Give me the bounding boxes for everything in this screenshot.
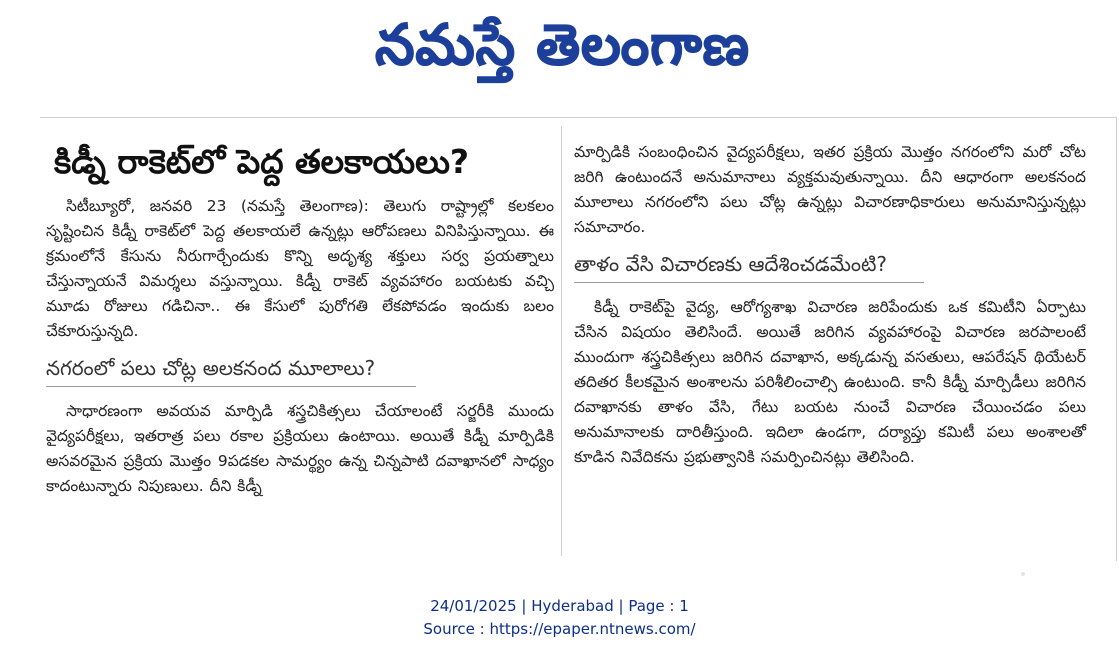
footer-dateline: 24/01/2025 | Hyderabad | Page : 1 xyxy=(430,597,689,615)
right-column xyxy=(574,140,1086,470)
article-headline: కిడ్నీ రాకెట్‌లో పెద్ద తలకాయలు? xyxy=(54,142,470,181)
footer-source: Source : https://epaper.ntnews.com/ xyxy=(423,620,696,638)
news-clipping xyxy=(40,117,1117,561)
scan-speck xyxy=(1021,572,1025,576)
left-column xyxy=(46,118,554,499)
section1-right-text: మార్పిడికి సంబంధించిన వైద్యపరీక్షలు, ఇతర ప్రక్రియ మొత్తం నగరంలోని మరో చోట జరిగి ఉంటుందనే అనుమానాలు వ్యక్తమవుతున్నాయి. దీని ఆధారంగా అలకనంద మూలాలు నగరంలోని పలు చోట్ల ఉన్నట్లు విచారణాధికారులు అనుమానిస్తున్నట్లు సమాచారం. xyxy=(574,143,1086,236)
column-divider xyxy=(561,126,562,556)
section1-left-text: సాధారణంగా అవయవ మార్పిడి శస్త్రచికిత్సలు చేయాలంటే సర్జరీకి ముందు వైద్యపరీక్షలు, ఇతరాత్ర పలు రకాల ప్రక్రియలు ఉంటాయి. అయితే కిడ్నీ మార్పిడికి అసవరమైన ప్రక్రియ మొత్తం 9పడకల సామర్థ్యం ఉన్న చిన్నపాటి దవాఖానలో సాధ్యం కాదంటున్నారు నిపుణులు. దీని కిడ్నీ xyxy=(46,402,554,495)
article-intro: సిటీబ్యూరో, జనవరి 23 (నమస్తే తెలంగాణ): తెలుగు రాష్ట్రాల్లో కలకలం సృష్టించిన కిడ్నీ రాకెట్‌లో పెద్ద తలకాయలే ఉన్నట్లు ఆరోపణలు వినిపిస్తున్నాయి. ఈ క్రమంలోనే కేసును నీరుగార్చేందుకు కొన్ని అదృశ్య శక్తులు సర్వ ప్రయత్నాలు చేస్తున్నాయనే విమర్శలు వస్తున్నాయి. కిడ్నీ రాకెట్ వ్యవహారం బయటకు వచ్చి మూడు రోజులు గడిచినా.. ఈ కేసులో పురోగతి లేకపోవడం ఇందుకు బలం చేకూరుస్తున్నది. xyxy=(46,197,554,340)
section2-text: కిడ్నీ రాకెట్‌పై వైద్య, ఆరోగ్యశాఖ విచారణ జరిపేందుకు ఒక కమిటీని ఏర్పాటు చేసిన విషయం తెలిసిందే. అయితే జరిగిన వ్యవహారంపై విచారణ జరపాలంటే ముందుగా శస్త్రచికిత్సలు జరిగిన దవాఖాన, అక్కడున్న వసతులు, ఆపరేషన్ థియేటర్ తదితర కీలకమైన అంశాలను పరిశీలించాల్సి ఉంటుంది. కానీ కిడ్నీ మార్పిడీలు జరిగిన దవాఖానకు తాళం వేసి, గేటు బయట నుంచే విచారణ చేయించడం పలు అనుమానాలకు దారితీస్తుంది. ఇదిలా ఉండగా, దర్యాప్తు కమిటీ పలు అంశాలతో కూడిన నివేదికను ప్రభుత్వానికి సమర్పించినట్లు తెలిసింది. xyxy=(574,298,1086,466)
masthead xyxy=(0,0,1119,92)
subhead-nagaram: నగరంలో పలు చోట్ల అలకనంద మూలాలు? xyxy=(46,354,416,387)
masthead-logo: నమస్తే తెలంగాణ xyxy=(375,13,750,78)
subhead-talam: తాళం వేసి విచారణకు ఆదేశించడమేంటి? xyxy=(574,250,924,283)
